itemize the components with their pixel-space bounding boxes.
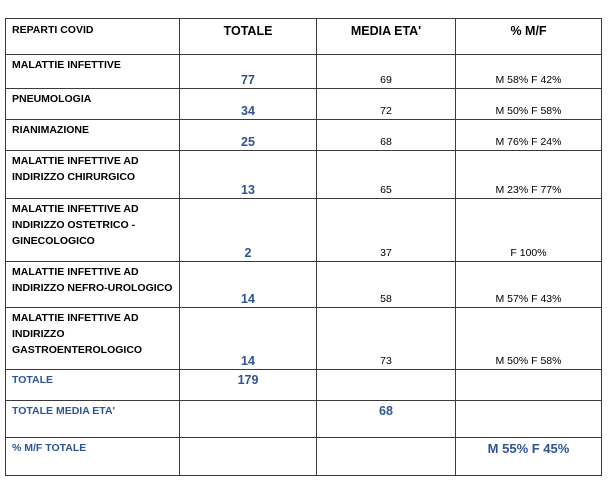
ward-mean-age: 65 [317,151,456,199]
summary-age-value: 68 [317,401,456,438]
header-row [6,19,602,55]
table-row [6,120,602,151]
ward-total: 14 [180,262,317,308]
table-row [6,262,602,308]
ward-mean-age: 37 [317,199,456,262]
covid-wards-table [5,18,602,476]
ward-name: MALATTIE INFETTIVE AD INDIRIZZO GASTROENTEROLOGICO [6,308,180,370]
ward-mf-percent: F 100% [456,199,602,262]
ward-total: 14 [180,308,317,370]
header-total: TOTALE [180,19,317,55]
summary-age-label: TOTALE MEDIA ETA' [6,401,180,438]
ward-total: 34 [180,89,317,120]
ward-name: MALATTIE INFETTIVE AD INDIRIZZO NEFRO-UROLOGICO [6,262,180,308]
empty-cell [180,401,317,438]
empty-cell [456,401,602,438]
header-mf-percent: % M/F [456,19,602,55]
header-wards: REPARTI COVID [6,19,180,55]
ward-mean-age: 73 [317,308,456,370]
ward-mean-age: 58 [317,262,456,308]
ward-name: RIANIMAZIONE [6,120,180,151]
ward-mf-percent: M 58% F 42% [456,55,602,89]
ward-mf-percent: M 57% F 43% [456,262,602,308]
ward-name: MALATTIE INFETTIVE [6,55,180,89]
ward-mf-percent: M 50% F 58% [456,89,602,120]
empty-cell [456,370,602,401]
ward-total: 77 [180,55,317,89]
ward-total: 25 [180,120,317,151]
summary-mf-value: M 55% F 45% [456,438,602,476]
ward-mf-percent: M 76% F 24% [456,120,602,151]
table-row [6,151,602,199]
summary-total-row [6,370,602,401]
ward-mean-age: 69 [317,55,456,89]
table-row [6,89,602,120]
summary-mf-row [6,438,602,476]
summary-mf-label: % M/F TOTALE [6,438,180,476]
empty-cell [317,438,456,476]
ward-name: MALATTIE INFETTIVE AD INDIRIZZO OSTETRICO - GINECOLOGICO [6,199,180,262]
ward-name: MALATTIE INFETTIVE AD INDIRIZZO CHIRURGICO [6,151,180,199]
table-row [6,308,602,370]
ward-total: 13 [180,151,317,199]
ward-mean-age: 72 [317,89,456,120]
summary-age-row [6,401,602,438]
ward-mean-age: 68 [317,120,456,151]
table-row [6,55,602,89]
ward-name: PNEUMOLOGIA [6,89,180,120]
header-mean-age: MEDIA ETA' [317,19,456,55]
empty-cell [317,370,456,401]
ward-mf-percent: M 50% F 58% [456,308,602,370]
summary-total-label: TOTALE [6,370,180,401]
table-row [6,199,602,262]
summary-total-value: 179 [180,370,317,401]
empty-cell [180,438,317,476]
ward-total: 2 [180,199,317,262]
ward-mf-percent: M 23% F 77% [456,151,602,199]
